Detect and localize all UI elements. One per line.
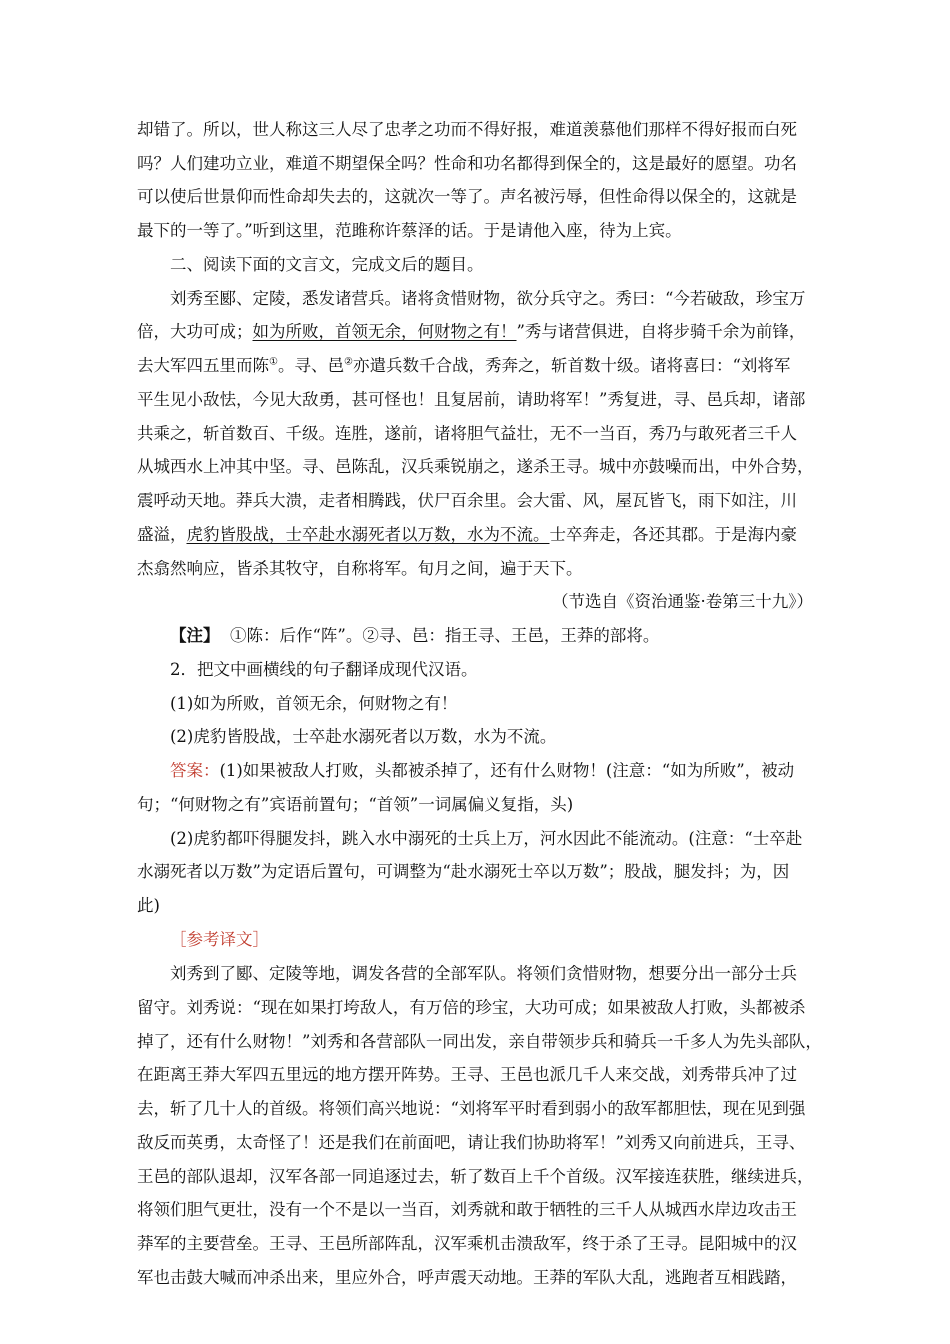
translation-line: 王邑的部队退却，汉军各部一同追逐过去，斩了数百上千个首级。汉军接连获胜，继续进兵，	[137, 1167, 814, 1186]
passage-line: 盛溢，虎豹皆股战，士卒赴水溺死者以万数，水为不流。士卒奔走，各还其郡。于是海内豪	[137, 525, 797, 544]
text-line: 却错了。所以，世人称这三人尽了忠孝之功而不得好报，难道羡慕他们那样不得好报而白死	[137, 120, 797, 139]
passage-line: 去大军四五里而陈①。寻、邑②亦遣兵数千合战，秀奔之，斩首数十级。诸将喜曰：“刘将军	[137, 356, 791, 375]
passage-line: 杰翕然响应，皆杀其牧守，自称将军。旬月之间，遍于天下。	[137, 559, 583, 578]
translation-line: 刘秀到了郾、定陵等地，调发各营的全部军队。将领们贪惜财物，想要分出一部分士兵	[170, 964, 797, 983]
answer-line: 此)	[137, 896, 160, 915]
translation-line: 留守。刘秀说：“现在如果打垮敌人，有万倍的珍宝，大功可成；如果被敌人打败，头都被杀	[137, 998, 806, 1017]
source-citation: （节选自《资治通鉴·卷第三十九》）	[552, 592, 813, 611]
passage-line: 倍，大功可成；如为所败，首领无余，何财物之有！”秀与诸营俱进，自将步骑千余为前锋，	[137, 322, 806, 341]
answer-label: 答案：	[170, 761, 220, 780]
passage-line: 刘秀至郾、定陵，悉发诸营兵。诸将贪惜财物，欲分兵守之。秀曰：“今若破敌，珍宝万	[170, 289, 806, 308]
translation-line: 去，斩了几十人的首级。将领们高兴地说：“刘将军平时看到弱小的敌军都胆怯，现在见到强	[137, 1099, 806, 1118]
underlined-sentence-2: 虎豹皆股战，士卒赴水溺死者以万数，水为不流。	[186, 525, 550, 544]
translation-line: 将领们胆气更壮，没有一个不是以一当百，刘秀就和敢于牺牲的三千人从城西水岸边攻击王	[137, 1200, 797, 1219]
translation-line: 敌反而英勇，太奇怪了！还是我们在前面吧，请让我们协助将军！”刘秀又向前进兵，王寻、	[137, 1133, 806, 1152]
text-line: 最下的一等了。”听到这里，范雎称许蔡泽的话。于是请他入座，待为上宾。	[137, 221, 682, 240]
question-sentence-2: (2)虎豹皆股战，士卒赴水溺死者以万数，水为不流。	[170, 727, 557, 746]
note	[170, 624, 659, 648]
translation-line: 在距离王莽大军四五里远的地方摆开阵势。王寻、王邑也派几千人来交战，刘秀带兵冲了过	[137, 1065, 797, 1084]
reference-translation-title: ［参考译文］	[170, 930, 269, 949]
answer-line: (2)虎豹都吓得腿发抖，跳入水中溺死的士兵上万，河水因此不能流动。(注意：“士卒赴	[170, 829, 803, 848]
translation-line: 军也击鼓大喊而冲杀出来，里应外合，呼声震天动地。王莽的军队大乱，逃跑者互相践踏，	[137, 1268, 797, 1287]
underlined-sentence-1: 如为所败，首领无余，何财物之有！	[252, 322, 517, 341]
section-heading: 二、阅读下面的文言文，完成文后的题目。	[170, 255, 484, 274]
question-sentence-1: (1)如为所败，首领无余，何财物之有！	[170, 694, 458, 713]
passage-line: 平生见小敌怯，今见大敌勇，甚可怪也！且复居前，请助将军！”秀复进，寻、邑兵却，诸部	[137, 390, 806, 409]
text-line: 可以使后世景仰而性命却失去的，这就次一等了。声名被污辱，但性命得以保全的，这就是	[137, 187, 797, 206]
footnote-mark: ②	[343, 356, 353, 368]
answer-line: 答案：(1)如果被敌人打败，头都被杀掉了，还有什么财物！(注意：“如为所败”，被动	[170, 761, 795, 780]
passage-line: 从城西水上冲其中坚。寻、邑陈乱，汉兵乘锐崩之，遂杀王寻。城中亦鼓噪而出，中外合势，	[137, 457, 814, 476]
translation-line: 掉了，还有什么财物！”刘秀和各营部队一同出发，亲自带领步兵和骑兵一千多人为先头部队，	[137, 1032, 822, 1051]
answer-line: 句；“何财物之有”宾语前置句；“首领”一词属偏义复指，头)	[137, 795, 574, 814]
note-label: 【注】	[170, 626, 220, 645]
passage-line: 共乘之，斩首数百、千级。连胜，遂前，诸将胆气益壮，无不一当百，秀乃与敢死者三千人	[137, 424, 797, 443]
translation-line: 莽军的主要营垒。王寻、王邑所部阵乱，汉军乘机击溃敌军，终于杀了王寻。昆阳城中的汉	[137, 1234, 797, 1253]
footnote-mark: ①	[269, 356, 278, 368]
passage-line: 震呼动天地。莽兵大溃，走者相腾践，伏尸百余里。会大雷、风，屋瓦皆飞，雨下如注，川	[137, 491, 797, 510]
text-line: 吗？人们建功立业，难道不期望保全吗？性命和功名都得到保全的，这是最好的愿望。功名	[137, 154, 797, 173]
note-text: ①陈：后作“阵”。②寻、邑：指王寻、王邑，王莽的部将。	[230, 626, 660, 645]
question-title: 2．把文中画横线的句子翻译成现代汉语。	[170, 660, 478, 679]
answer-line: 水溺死者以万数”为定语后置句，可调整为“赴水溺死士卒以万数”；股战，腿发抖；为，因	[137, 862, 790, 881]
